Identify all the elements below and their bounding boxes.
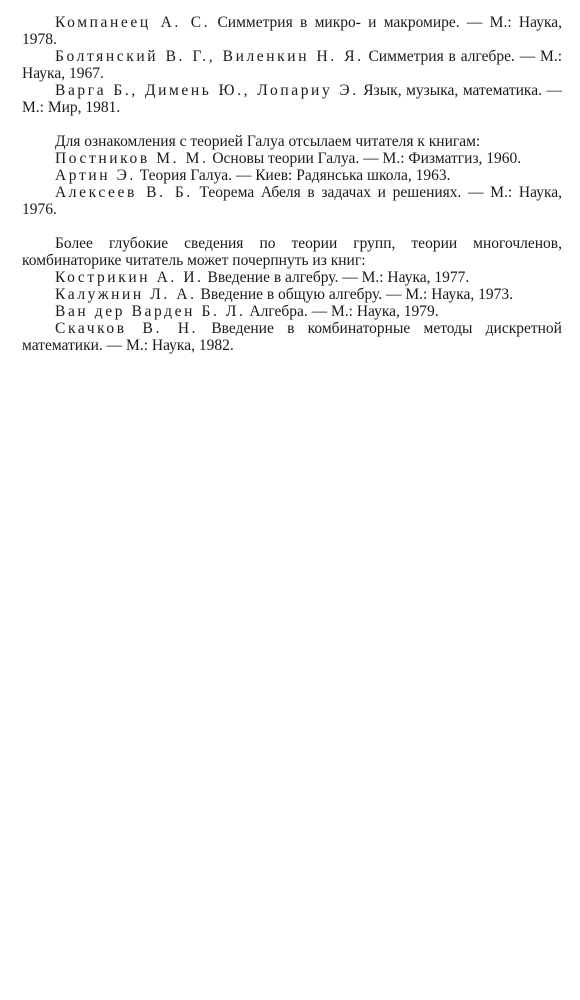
entry-text: Теорема Абеля в задачах и решениях. — М.: Наука, 1976. (22, 184, 562, 218)
entry-author: Болтянский В. Г., Виленкин Н. Я. (55, 48, 364, 65)
entry-text: Введение в комбинаторные методы дискретной математики. — М.: Наука, 1982. (22, 320, 562, 354)
bibliography-group-advanced (22, 235, 562, 354)
bibliography-entry (22, 303, 562, 320)
entry-author: Артин Э. (55, 167, 136, 184)
bibliography-page (22, 14, 562, 371)
bibliography-group-symmetry (22, 14, 562, 116)
bibliography-entry (22, 320, 562, 354)
entry-author: Алексеев В. Б. (55, 184, 193, 201)
entry-text: Язык, музыка, математика. — М.: Мир, 1981. (22, 82, 562, 116)
entry-text: Теория Галуа. — Киев: Радянська школа, 1963. (135, 167, 451, 184)
entry-text: Основы теории Галуа. — М.: Физматгиз, 1960. (208, 150, 522, 167)
bibliography-entry (22, 167, 562, 184)
entry-text: Введение в общую алгебру. — М.: Наука, 1973. (196, 286, 514, 303)
entry-author: Ван дер Варден Б. Л. (55, 303, 246, 320)
entry-author: Варга Б., Димень Ю., Лопариу Э. (55, 82, 359, 99)
entry-text: Симметрия в микро- и макромире. — М.: Наука, 1978. (22, 14, 563, 48)
entry-author: Кострикин А. И. (55, 269, 204, 286)
group-intro: Более глубокие сведения по теории групп, теории многочленов, комбинаторике читатель может почерпнуть из книг: (22, 235, 562, 269)
group-intro: Для ознакомления с теорией Галуа отсылаем читателя к книгам: (55, 133, 481, 150)
bibliography-entry (22, 14, 562, 48)
entry-author: Компанеец А. С. (55, 14, 211, 31)
bibliography-entry (22, 150, 562, 167)
entry-author: Скачков В. Н. (55, 320, 199, 337)
bibliography-entry (22, 269, 562, 286)
bibliography-entry (22, 82, 562, 116)
bibliography-entry (22, 286, 562, 303)
bibliography-group-galois (22, 133, 562, 218)
entry-text: Алгебра. — М.: Наука, 1979. (245, 303, 439, 320)
entry-text: Введение в алгебру. — М.: Наука, 1977. (203, 269, 470, 286)
entry-author: Калужнин Л. А. (55, 286, 197, 303)
bibliography-entry (22, 48, 562, 82)
entry-author: Постников М. М. (55, 150, 209, 167)
bibliography-entry (22, 184, 562, 218)
entry-text: Симметрия в алгебре. — М.: Наука, 1967. (22, 48, 562, 82)
